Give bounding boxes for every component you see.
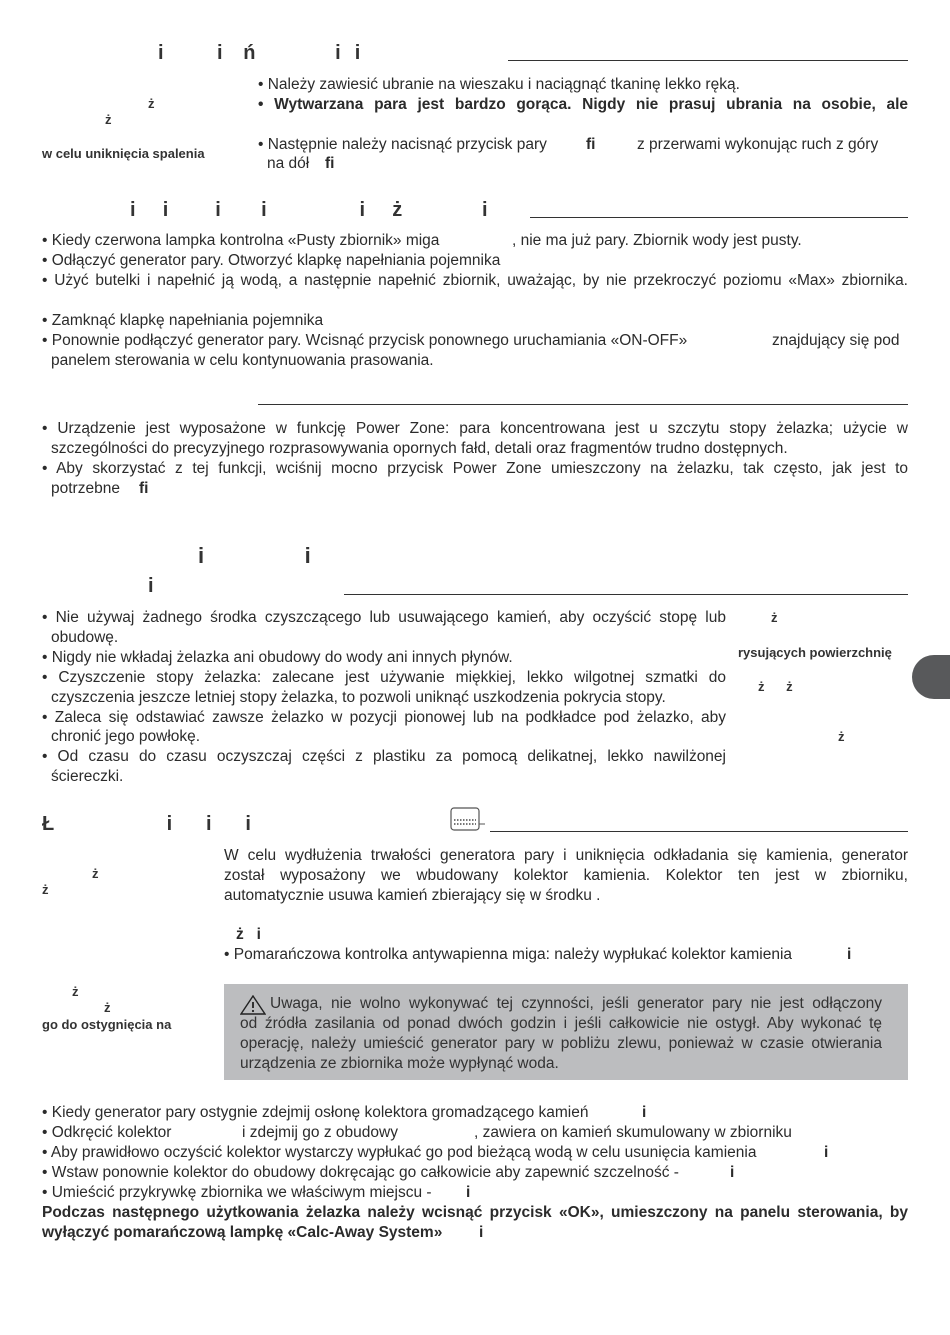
ligature-fragment: fi (586, 136, 596, 153)
side-note-char: ż (92, 866, 99, 881)
bullet-text: znajdujący się pod (772, 332, 900, 349)
section-heading-cleaning-sub: i (148, 575, 155, 597)
bullet-text: • Następnie należy nacisnąć przycisk pary (258, 136, 547, 153)
side-note-char: ż (771, 610, 778, 625)
final-instruction: wyłączyć pomarańczową lampkę «Calc-Away System» (42, 1224, 443, 1241)
bullet-text: na dół (267, 155, 310, 172)
bullet-text: • Wstaw ponownie kolektor do obudowy dokręcając go całkowicie aby zapewnić szczelność - (42, 1164, 679, 1181)
section-heading-refill: i i i i i ż i (130, 199, 489, 221)
warning-line: Uwaga, nie wolno wykonywać tej czynności, jeśli generator pary nie jest odłączony (270, 995, 882, 1012)
warning-line: od źródła zasilania od ponad dwóch godzin i jeśli całkowicie nie ostygł. Aby wykonać tę (240, 1015, 882, 1032)
bullet-text: • Zamknąć klapkę napełniania pojemnika (42, 312, 324, 329)
bullet-text: • Od czasu do czasu oczyszczaj części z plastiku za pomocą delikatnej, lekko nawilżonej (42, 748, 726, 765)
bullet-text: szczególności do precyzyjnego rozprasowywania opornych fałd, detali oraz fragmentów trudno dostępnych. (51, 440, 788, 457)
bullet-text: • Urządzenie jest wyposażone w funkcję Power Zone: para koncentrowana jest u szczytu stopy żelazka; użycie w (42, 420, 908, 437)
bullet-text: • Odkręcić kolektor (42, 1124, 172, 1141)
section-heading-descaling: Ł i i i (42, 813, 252, 835)
bullet-text: • Kiedy generator pary ostygnie zdejmij osłonę kolektora gromadzącego kamień (42, 1104, 589, 1121)
bullet-text: • Odłączyć generator pary. Otworzyć klapkę napełniania pojemnika (42, 252, 501, 269)
side-note-char: ż (148, 96, 155, 111)
side-note-caption: go do ostygnięcia na (42, 1017, 172, 1032)
bullet-text: • Aby skorzystać z tej funkcji, wciśnij mocno przycisk Power Zone umieszczony na żelazku, tak często, jak jest to (42, 460, 908, 477)
heading-rule (530, 217, 908, 218)
side-note-char: ż (42, 882, 49, 897)
bullet-text: • Aby prawidłowo oczyścić kolektor wystarczy wypłukać go pod bieżącą wodą w celu usunięcia kamienia (42, 1144, 757, 1161)
bullet-text: chronić jego powłokę. (51, 728, 201, 745)
warning-text (240, 994, 882, 1074)
figure-ref: i (824, 1144, 829, 1161)
figure-ref: i (730, 1164, 735, 1181)
calc-collector-icon (449, 807, 487, 833)
bullet-text: ściereczki. (51, 768, 124, 785)
paragraph-text: został wyposażony we wbudowany kolektor kamienia. Kolektor ten jest w zbiorniku, (224, 867, 908, 884)
figure-ref: i (642, 1104, 647, 1121)
bullet-text: • Użyć butelki i napełnić ją wodą, a następnie napełnić zbiornik, uważając, by nie przekroczyć poziomu «Max» zbiornika. (42, 272, 908, 289)
side-note-char: ż (105, 112, 112, 127)
heading-rule (508, 60, 908, 61)
side-note-char: ż ż (758, 679, 793, 694)
section-heading-steam: i i ń i i (158, 42, 362, 64)
bullet-text: , nie ma już pary. Zbiornik wody jest pusty. (512, 232, 802, 249)
bullet-text: • Nie używaj żadnego środka czyszczącego lub usuwającego kamień, aby oczyścić stopę lub (42, 609, 726, 626)
bullet-text: obudowę. (51, 629, 119, 646)
side-note-caption: w celu uniknięcia spalenia (42, 146, 205, 161)
side-note-caption: rysujących powierzchnię (738, 645, 892, 660)
bullet-text: panelem sterowania w celu kontynuowania prasowania. (51, 352, 434, 369)
bullet-text-bold: • Wytwarzana para jest bardzo gorąca. Nigdy nie prasuj ubrania na osobie, ale (258, 96, 908, 113)
bullet-text: • Nigdy nie wkładaj żelazka ani obudowy do wody ani innych płynów. (42, 649, 513, 666)
ligature-fragment: fi (139, 480, 149, 497)
subheading: ż i (236, 926, 261, 943)
bullet-text: czyszczenia jeszcze letniej stopy żelazka, to pozwoli uniknąć uszkodzenia pokrycia stopy. (51, 689, 666, 706)
warning-line: operację, należy umieścić generator pary w pobliżu zlewu, ponieważ w czasie otwierania (240, 1035, 882, 1052)
bullet-text: • Kiedy czerwona lampka kontrolna «Pusty zbiornik» miga (42, 232, 440, 249)
bullet-text: i zdejmij go z obudowy (242, 1124, 398, 1141)
side-note-char: ż (838, 729, 845, 744)
bullet-text: • Czyszczenie stopy żelazka: zalecane jest używanie miękkiej, lekko wilgotnej szmatki do (42, 669, 726, 686)
paragraph-text: W celu wydłużenia trwałości generatora pary i uniknięcia odkładania się kamienia, generator (224, 847, 908, 864)
bullet-text: z przerwami wykonując ruch z góry (637, 136, 879, 153)
section-heading-cleaning: i i (198, 543, 312, 568)
paragraph-text: automatycznie usuwa kamień zbierający się w środku . (224, 887, 601, 904)
bullet-text: potrzebne (51, 480, 120, 497)
bullet-text: • Należy zawiesić ubranie na wieszaku i naciągnąć tkaninę lekko ręką. (258, 76, 740, 93)
bullet-text: • Zaleca się odstawiać zawsze żelazko w pozycji pionowej lub na podkładce pod żelazko, aby (42, 709, 726, 726)
bullet-text: • Umieścić przykrywkę zbiornika we właściwym miejscu - (42, 1184, 432, 1201)
heading-rule (258, 404, 908, 405)
figure-ref: i (466, 1184, 471, 1201)
bullet-text: • Ponownie podłączyć generator pary. Wcisnąć przycisk ponownego uruchamiania «ON-OFF» (42, 332, 688, 349)
warning-line: urządzenia ze zbiornika może wypłynąć woda. (240, 1055, 559, 1072)
side-note-char: ż (104, 1000, 111, 1015)
figure-ref: i (479, 1224, 484, 1241)
final-instruction: Podczas następnego użytkowania żelazka należy wcisnąć przycisk «OK», umieszczony na panelu sterowania, by (42, 1204, 908, 1221)
ligature-fragment: fi (325, 155, 335, 172)
heading-rule (490, 831, 908, 832)
heading-rule (344, 594, 908, 595)
page-section-tab (912, 655, 950, 699)
side-note-char: ż (72, 984, 79, 999)
bullet-text: • Pomarańczowa kontrolka antywapienna miga: należy wypłukać kolektor kamienia (224, 946, 793, 963)
bullet-text: , zawiera on kamień skumulowany w zbiorniku (474, 1124, 792, 1141)
figure-ref: i (847, 946, 852, 963)
